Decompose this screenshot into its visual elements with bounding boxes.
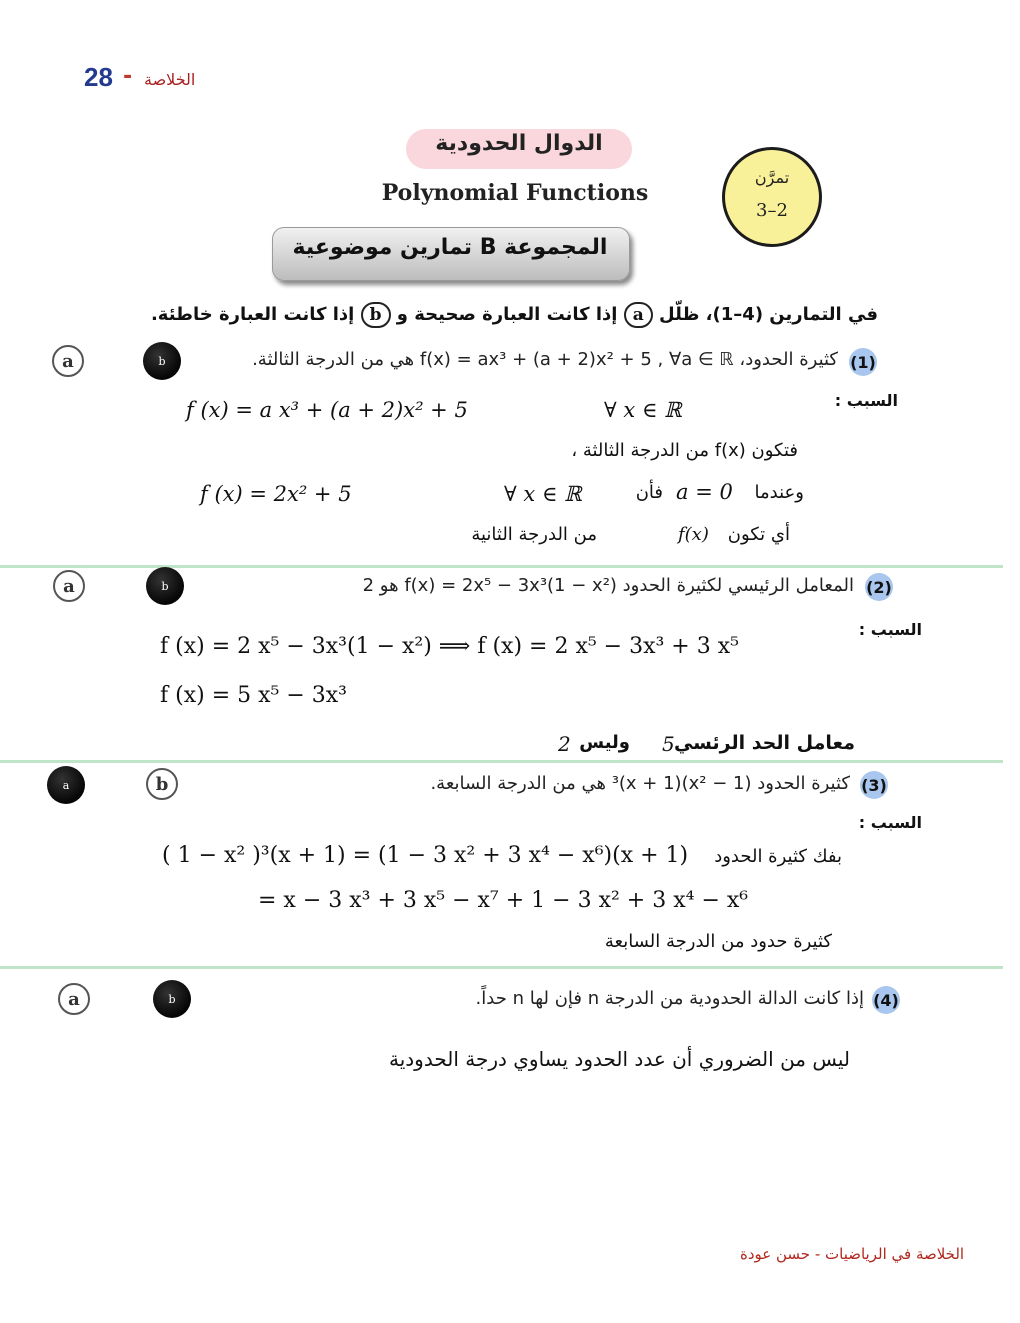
q3-conclusion: كثيرة حدود من الدرجة السابعة xyxy=(604,931,832,952)
q4-statement: إذا كانت الدالة الحدودية من الدرجة n فإن لها n حداً. xyxy=(475,988,864,1009)
q3-statement: كثيرة الحدود (1 − x²)³(x + 1) هي من الدرجة السابعة. xyxy=(430,773,850,794)
separator-3 xyxy=(0,966,1003,969)
exercise-badge-number: 3–2 xyxy=(756,200,788,221)
q4-choice-a[interactable]: a xyxy=(58,983,90,1015)
page-number: 28 xyxy=(84,62,113,92)
q1-choice-a[interactable]: a xyxy=(52,345,84,377)
q3-equation-1: ( 1 − x² )³(x + 1) = (1 − 3 x² + 3 x⁴ − x⁶)(x + 1) xyxy=(162,843,689,868)
instructions-part3: إذا كانت العبارة خاطئة. xyxy=(150,304,355,325)
q3-choice-b[interactable]: b xyxy=(146,768,178,800)
q1-line-3-prefix: وعندما xyxy=(754,482,804,503)
q3-reason-label: السبب : xyxy=(858,813,922,832)
q1-equation-2: f (x) = 2x² + 5 xyxy=(200,482,352,506)
instructions-a-oval: a xyxy=(624,302,653,328)
q1-equation-2-domain: ∀ x ∈ ℝ xyxy=(504,482,582,506)
q3-expand-label: بفك كثيرة الحدود xyxy=(714,846,842,867)
group-banner-label: المجموعة B تمارين موضوعية xyxy=(292,235,608,260)
q1-line-4-fx: f(x) xyxy=(678,524,709,545)
q3-equation-2: = x − 3 x³ + 3 x⁵ − x⁷ + 1 − 3 x² + 3 x⁴ − x⁶ xyxy=(258,888,749,913)
q1-statement: كثيرة الحدود، f(x) = ax³ + (a + 2)x² + 5 , ∀a ∈ ℝ هي من الدرجة الثالثة. xyxy=(252,349,838,370)
q4-choice-b-shaded[interactable]: b xyxy=(153,980,191,1018)
q1-choice-b-shaded[interactable]: b xyxy=(143,342,181,380)
q2-statement: المعامل الرئيسي لكثيرة الحدود f(x) = 2x⁵ − 3x³(1 − x²) هو 2 xyxy=(362,575,854,596)
q2-conclusion-value: 5 xyxy=(662,732,675,756)
title-arabic: الدوال الحدودية xyxy=(435,131,603,156)
q1-line-2: فتكون f(x) من الدرجة الثالثة ، xyxy=(571,440,798,461)
exercise-badge xyxy=(722,147,822,247)
q2-reason-label: السبب : xyxy=(858,620,922,639)
instructions-part1: في التمارين (4–1)، ظلّل xyxy=(659,304,878,325)
q2-number: (2) xyxy=(865,573,893,601)
q3-number: (3) xyxy=(860,771,888,799)
instructions xyxy=(151,302,878,328)
title-english: Polynomial Functions xyxy=(381,180,649,206)
q2-equation-1: f (x) = 2 x⁵ − 3x³(1 − x²) ⟹ f (x) = 2 x⁵ − 3x³ + 3 x⁵ xyxy=(160,634,739,659)
q1-equation-1: f (x) = a x³ + (a + 2)x² + 5 xyxy=(186,398,468,422)
q2-choice-b-shaded[interactable]: b xyxy=(146,567,184,605)
q1-line-3-condition: a = 0 xyxy=(676,480,733,504)
q4-answer: ليس من الضروري أن عدد الحدود يساوي درجة الحدودية xyxy=(388,1047,850,1071)
q1-line-3-suffix: فأن xyxy=(635,482,663,503)
q2-conclusion-alt: 2 xyxy=(558,732,571,756)
instructions-part2: إذا كانت العبارة صحيحة و xyxy=(396,304,618,325)
instructions-b-oval: b xyxy=(361,302,391,328)
q1-line-4-prefix: أي تكون xyxy=(727,524,790,545)
q2-equation-2: f (x) = 5 x⁵ − 3x³ xyxy=(160,683,347,708)
q1-number: (1) xyxy=(849,348,877,376)
q2-conclusion-not: وليس xyxy=(579,732,630,753)
q1-equation-1-domain: ∀ x ∈ ℝ xyxy=(604,398,682,422)
header-dash: - xyxy=(123,64,133,89)
q3-choice-a-shaded[interactable]: a xyxy=(47,766,85,804)
q4-number: (4) xyxy=(872,986,900,1014)
q2-choice-a[interactable]: a xyxy=(53,570,85,602)
q1-reason-label: السبب : xyxy=(834,391,898,410)
exercise-badge-label: تمرَّن xyxy=(754,168,790,187)
q2-conclusion-text: معامل الحد الرئسي xyxy=(673,732,855,754)
separator-1 xyxy=(0,565,1003,568)
q1-line-4-suffix: من الدرجة الثانية xyxy=(471,524,597,545)
header-book-title: الخلاصة xyxy=(144,70,196,89)
separator-2 xyxy=(0,760,1003,763)
footer: الخلاصة في الرياضيات - حسن عودة xyxy=(740,1245,965,1263)
